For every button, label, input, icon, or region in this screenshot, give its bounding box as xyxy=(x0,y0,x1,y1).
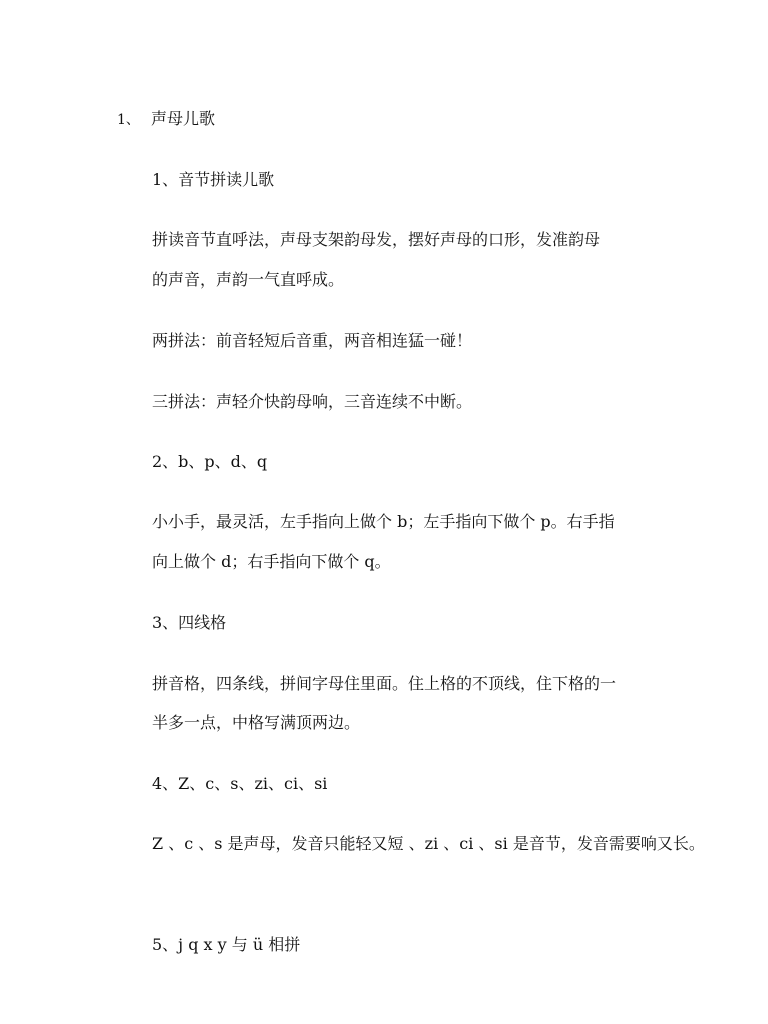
paragraph-line: 的声音，声韵一气直呼成。 xyxy=(152,270,345,289)
section-heading-2: 2、b、p、d、q xyxy=(152,452,268,471)
paragraph-line: 向上做个 d；右手指向下做个 q。 xyxy=(152,552,391,571)
main-heading-title: 声母儿歌 xyxy=(151,109,216,128)
section-heading-1: 1、音节拼读儿歌 xyxy=(152,170,275,189)
paragraph-line: 半多一点，中格写满顶两边。 xyxy=(152,713,361,732)
section-heading-5: 5、j q x y 与 ü 相拼 xyxy=(152,935,301,954)
paragraph-line: 小小手，最灵活，左手指向上做个 b；左手指向下做个 p。右手指 xyxy=(152,512,615,531)
section-heading-4: 4、Z、c、s、zi、ci、si xyxy=(152,774,328,793)
paragraph-line: 拼音格，四条线，拼间字母住里面。住上格的不顶线，住下格的一 xyxy=(152,674,617,693)
main-heading-number: 1、 xyxy=(117,112,140,128)
main-heading xyxy=(117,109,215,130)
paragraph-line: 两拼法：前音轻短后音重，两音相连猛一碰！ xyxy=(152,331,473,350)
section-heading-3: 3、四线格 xyxy=(152,613,227,632)
paragraph-line: Z 、c 、s 是声母，发音只能轻又短 、zi 、ci 、si 是音节，发音需要响又长。 xyxy=(152,834,705,853)
paragraph-line: 三拼法：声轻介快韵母响，三音连续不中断。 xyxy=(152,392,473,411)
paragraph-line: 拼读音节直呼法，声母支架韵母发，摆好声母的口形，发准韵母 xyxy=(152,230,601,249)
